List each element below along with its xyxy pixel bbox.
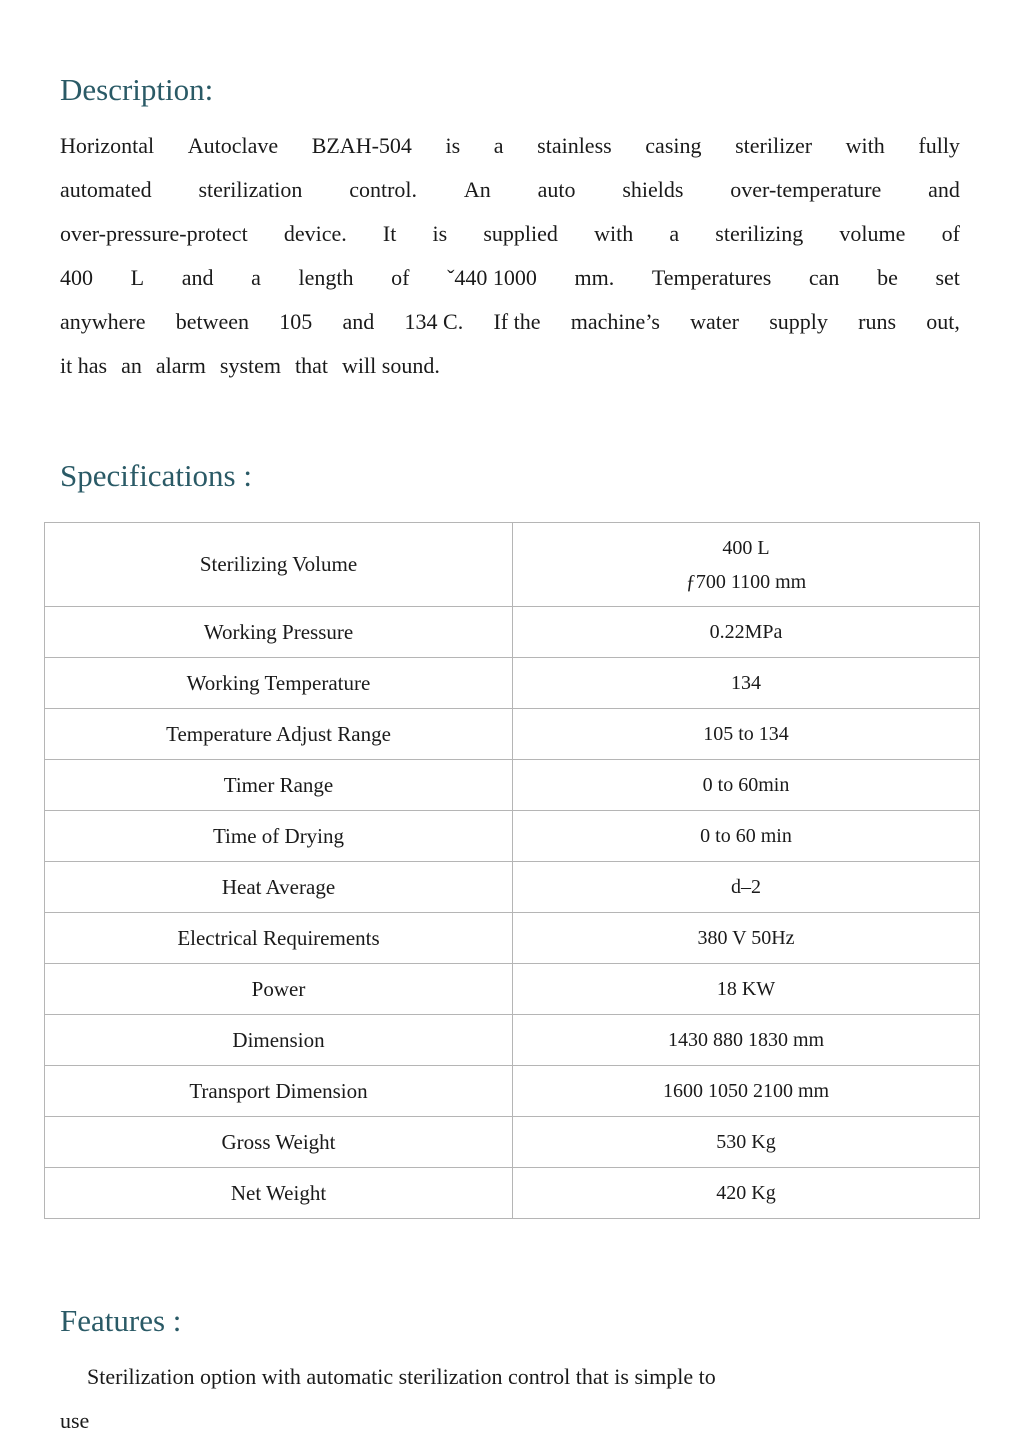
spec-row [45,862,980,913]
spec-value [513,964,980,1015]
description-word: auto [537,177,576,202]
description-word: is [445,133,461,158]
description-word: length [298,265,354,290]
spec-row [45,913,980,964]
description-line [60,124,960,168]
spec-value-line: d–2 [731,876,761,898]
description-word: runs [858,309,897,334]
description-word: shields [622,177,684,202]
spec-value-line: 18 KW [716,978,776,1000]
spec-label: Power [45,964,513,1015]
spec-label: Gross Weight [45,1117,513,1168]
spec-value [513,1015,980,1066]
spec-label: Time of Drying [45,811,513,862]
spec-value [513,709,980,760]
description-word: alarm [155,353,206,378]
description-word: fully [918,133,960,158]
spec-value [513,862,980,913]
spec-value [513,1066,980,1117]
description-word: 400 [60,265,93,290]
description-word: that [295,353,329,378]
description-word: volume [839,221,906,246]
spec-value-line: ƒ700 1100 mm [685,570,807,593]
specifications-table [44,522,980,1219]
spec-value-line: 380 V 50Hz [697,927,795,949]
spec-value [513,811,980,862]
description-word: machine’s [570,309,660,334]
spec-value-line: 1430 880 1830 mm [667,1029,825,1051]
description-word: An [463,177,491,202]
description-line [60,256,960,300]
spec-value [513,658,980,709]
description-word: with [594,221,634,246]
specifications-heading: Specifications : [60,458,252,493]
spec-label: Dimension [45,1015,513,1066]
description-word: device. [283,221,347,246]
description-word: out, [926,309,960,334]
description-word: over-pressure-protect [60,221,248,246]
spec-label: Sterilizing Volume [45,523,513,607]
spec-label: Transport Dimension [45,1066,513,1117]
spec-value-line: 0.22MPa [709,621,783,643]
description-line [60,344,960,388]
spec-row [45,607,980,658]
description-word: system [219,353,282,378]
description-word: Autoclave [187,133,279,158]
description-word: Temperatures [651,265,772,290]
description-word: BZAH-504 [311,133,412,158]
description-word: Horizontal [60,133,155,158]
spec-row [45,964,980,1015]
description-word: a [251,265,261,290]
spec-row [45,1168,980,1219]
description-word: between [175,309,250,334]
spec-value-line: 1600 1050 2100 mm [662,1080,830,1102]
description-word: an [121,353,142,378]
description-word: can [808,265,840,290]
description-word: stainless [537,133,612,158]
spec-value [513,760,980,811]
features-list [60,1355,960,1443]
spec-value-line: 400 L [722,536,770,559]
spec-label: Temperature Adjust Range [45,709,513,760]
description-word: set [935,265,960,290]
description-word: 134 C. [404,309,464,334]
description-word: is [432,221,448,246]
description-word: mm. [574,265,615,290]
spec-row [45,1066,980,1117]
description-word: casing [645,133,702,158]
description-word: of [941,221,960,246]
spec-value-line: 420 Kg [716,1182,776,1204]
description-word: control. [349,177,418,202]
description-word: ˇ440 1000 [447,265,537,290]
description-word: water [690,309,739,334]
spec-row [45,709,980,760]
description-word: anywhere [60,309,146,334]
description-word: and [181,265,214,290]
description-word: sterilizing [715,221,804,246]
description-paragraph [60,124,960,388]
feature-line: use [60,1408,90,1433]
description-word: be [877,265,898,290]
description-word: sterilization [198,177,303,202]
spec-label: Heat Average [45,862,513,913]
spec-row [45,760,980,811]
spec-row [45,523,980,607]
description-word: it has [60,353,108,378]
description-line [60,300,960,344]
description-word: of [391,265,410,290]
spec-label: Electrical Requirements [45,913,513,964]
spec-row [45,1015,980,1066]
description-word: L [130,265,145,290]
spec-value-line: 105 to 134 [703,723,789,745]
description-word: If the [493,309,541,334]
spec-value [513,913,980,964]
description-word: sterilizer [735,133,813,158]
description-word: a [493,133,504,158]
spec-value [513,607,980,658]
description-word: will sound. [342,353,440,378]
description-word: a [669,221,680,246]
description-line [60,168,960,212]
description-word: 105 [279,309,313,334]
spec-value-line: 134 [731,672,761,694]
description-word: supplied [483,221,558,246]
spec-value [513,1168,980,1219]
spec-value [513,523,980,607]
spec-value-line: 530 Kg [716,1131,776,1153]
features-heading: Features : [60,1303,182,1338]
spec-label: Working Temperature [45,658,513,709]
spec-value-line: 0 to 60 min [700,825,792,847]
description-word: and [342,309,375,334]
description-word: automated [60,177,152,202]
description-word: and [928,177,960,202]
feature-line: Sterilization option with automatic sterilization control that is simple to [87,1364,716,1389]
spec-value [513,1117,980,1168]
description-word: It [382,221,397,246]
description-word: over-temperature [730,177,882,202]
spec-row [45,811,980,862]
spec-label: Net Weight [45,1168,513,1219]
spec-row [45,658,980,709]
description-heading: Description: [60,72,214,107]
spec-label: Timer Range [45,760,513,811]
description-word: with [845,133,885,158]
spec-label: Working Pressure [45,607,513,658]
description-line [60,212,960,256]
description-word: supply [769,309,828,334]
spec-row [45,1117,980,1168]
spec-value-line: 0 to 60min [702,774,790,796]
